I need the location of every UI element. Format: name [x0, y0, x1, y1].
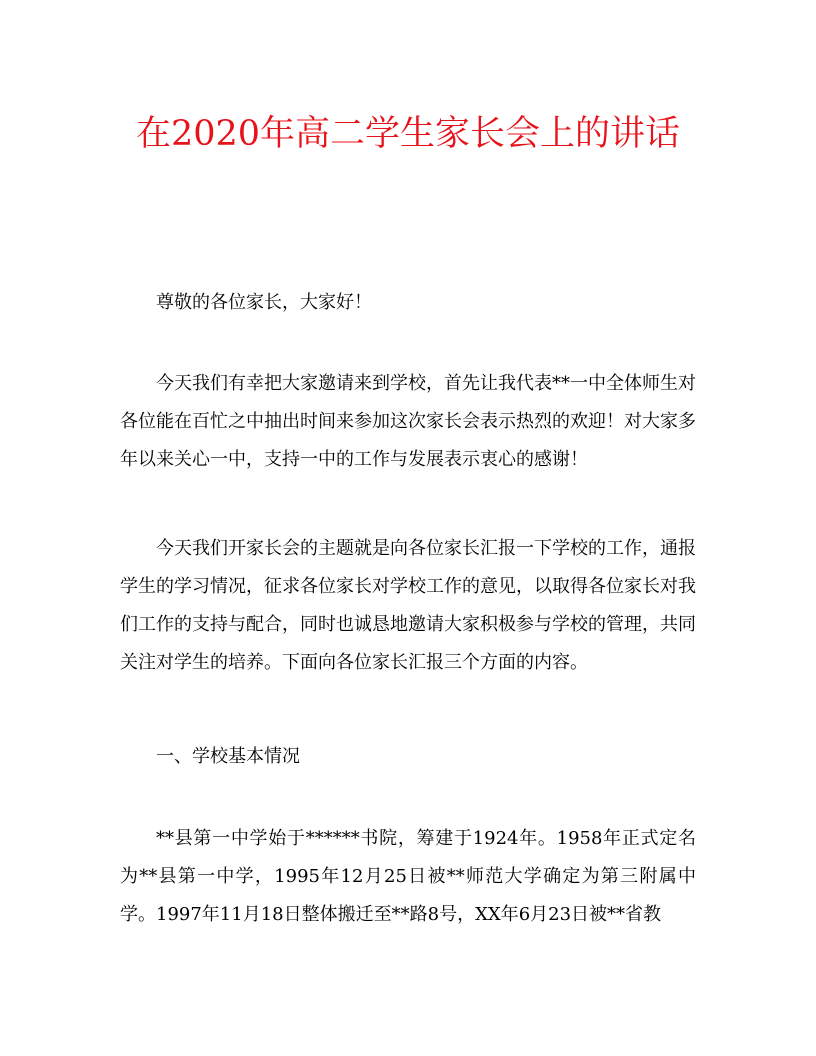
greeting-paragraph: 尊敬的各位家长，大家好！	[156, 292, 372, 313]
school-history-paragraph: **县第一中学始于******书院，筹建于1924年。1958年正式定名为**县第一中学，1995年12月25日被**师范大学确定为第三附属中学。1997年11月18日整体搬迁至**路8号，XX年6月23日被**省教	[120, 828, 696, 925]
welcome-paragraph: 今天我们有幸把大家邀请来到学校，首先让我代表**一中全体师生对各位能在百忙之中抽出时间来参加这次家长会表示热烈的欢迎！对大家多年以来关心一中，支持一中的工作与发展表示衷心的感谢！	[120, 373, 696, 470]
document-title: 在2020年高二学生家长会上的讲话	[135, 114, 681, 154]
purpose-paragraph: 今天我们开家长会的主题就是向各位家长汇报一下学校的工作，通报学生的学习情况，征求各位家长对学校工作的意见，以取得各位家长对我们工作的支持与配合，同时也诚恳地邀请大家积极参与学校的管理，共同关注对学生的培养。下面向各位家长汇报三个方面的内容。	[120, 538, 696, 673]
section-heading: 一、学校基本情况	[156, 746, 300, 767]
